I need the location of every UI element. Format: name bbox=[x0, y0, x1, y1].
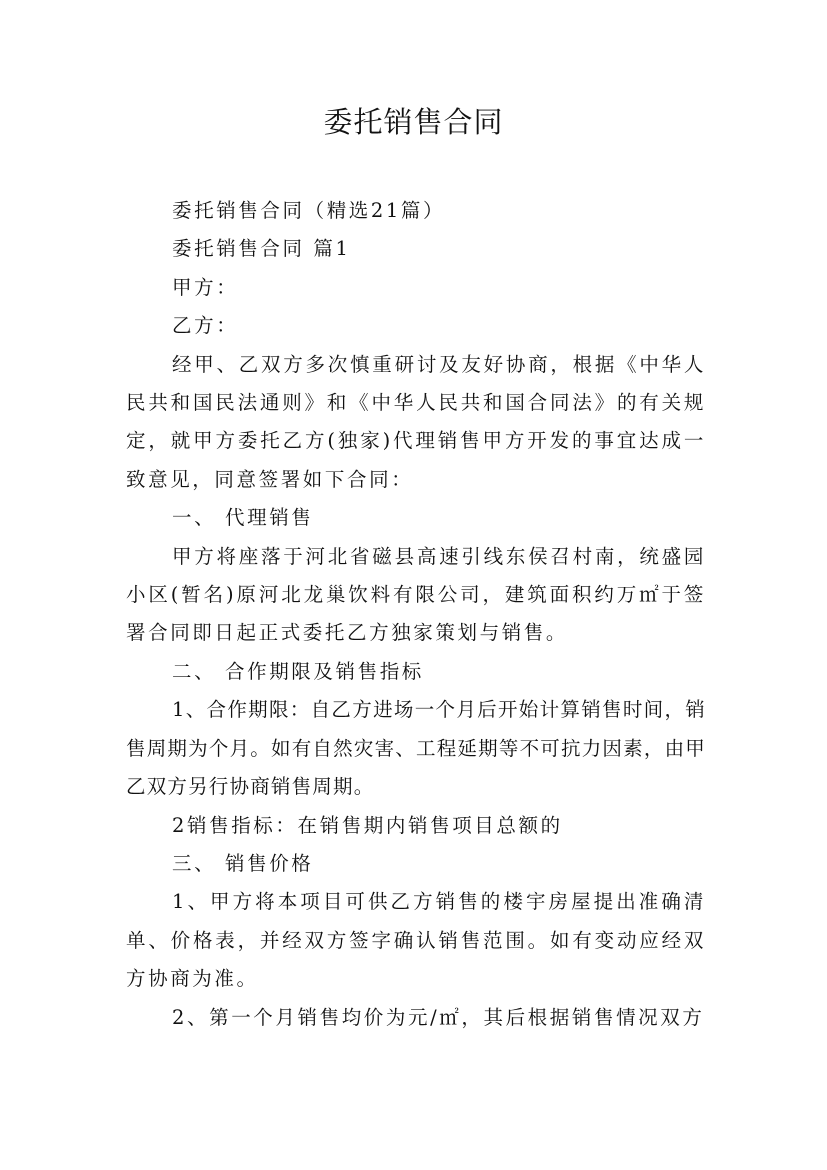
paragraph-party-b: 乙方： bbox=[172, 314, 239, 338]
paragraph-subtitle: 委托销售合同（精选21篇） bbox=[172, 199, 446, 222]
document-body bbox=[126, 192, 706, 1037]
paragraph-section-heading: 委托销售合同 篇1 bbox=[172, 237, 351, 261]
paragraph-party-a: 甲方： bbox=[172, 275, 239, 299]
paragraph-clause-3-item-2: 2、第一个月销售均价为元/㎡，其后根据销售情况双方 bbox=[172, 1005, 705, 1029]
paragraph-clause-1-heading: 一、 代理销售 bbox=[172, 506, 314, 530]
paragraph-clause-2-term: 1、合作期限：自乙方进场一个月后开始计算销售时间，销售周期为个月。如有自然灾害、工程延期等不可抗力因素，由甲乙双方另行协商销售周期。 bbox=[126, 698, 706, 799]
paragraph-clause-2-heading: 二、 合作期限及销售指标 bbox=[172, 659, 424, 683]
paragraph-preamble: 经甲、乙双方多次慎重研讨及友好协商，根据《中华人民共和国民法通则》和《中华人民共和国合同法》的有关规定，就甲方委托乙方(独家)代理销售甲方开发的事宜达成一致意见，同意签署如下合同： bbox=[126, 352, 706, 491]
paragraph-clause-2-target: 2销售指标：在销售期内销售项目总额的 bbox=[172, 813, 563, 837]
document-title: 委托销售合同 bbox=[323, 105, 504, 139]
paragraph-clause-3-heading: 三、 销售价格 bbox=[172, 851, 314, 875]
paragraph-clause-1-body: 甲方将座落于河北省磁县高速引线东侯召村南，统盛园小区(暂名)原河北龙巢饮料有限公司，建筑面积约万㎡于签署合同即日起正式委托乙方独家策划与销售。 bbox=[126, 544, 706, 645]
paragraph-clause-3-item-1: 1、甲方将本项目可供乙方销售的楼宇房屋提出准确清单、价格表，并经双方签字确认销售范围。如有变动应经双方协商为准。 bbox=[126, 890, 706, 991]
